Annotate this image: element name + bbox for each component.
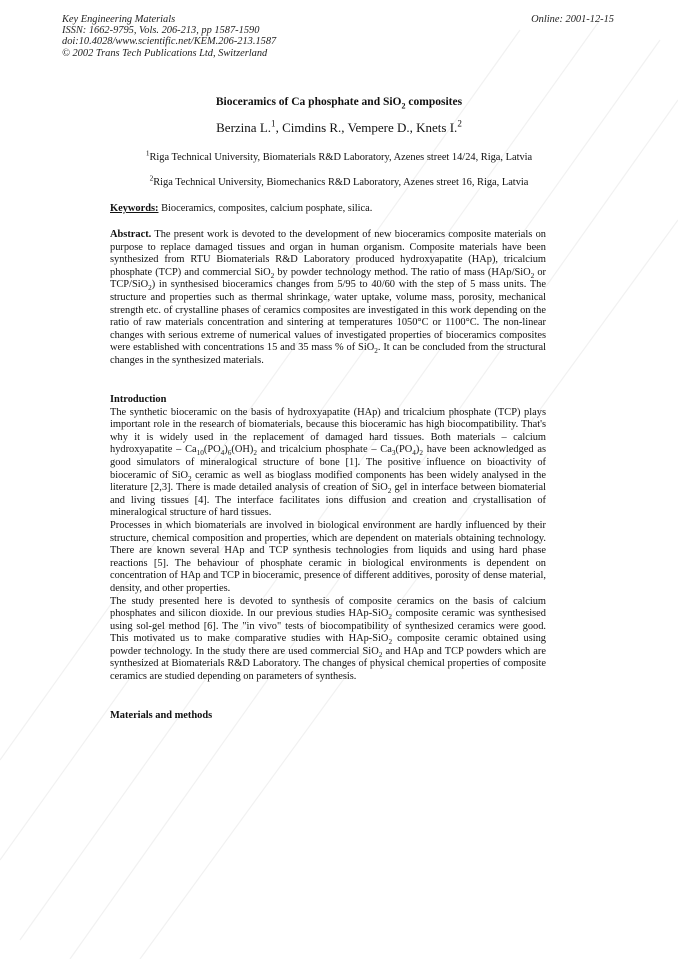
introduction-heading: Introduction <box>110 394 167 405</box>
intro-paragraph-1: The synthetic bioceramic on the basis of hydroxyapatite (HAp) and tricalcium phosphate (TCP) plays important role in the research of biomaterials, because this bioceramic has high biocompatibility. That's why it is widely used in the replacement of damaged hard tissues. Both materials – calcium hydroxyapatite – $Ca_{10}(PO_4)_6(OH)_2$ and tricalcium phosphate – $Ca_3(PO_4)_2$ have been acknowledged as good simulators of mineralogical structure of bone [1]. The positive influence on bioactivity of bioceramic of SiO$_2$ ceramic as well as bioglass modified components has been widely analysed in the literature [2,3]. There is made detailed analysis of creation of SiO$_2$ gel in interface between biomaterial and living tissues [4]. The interface facilitates ions diffusion and creation and crystallisation of mineralogical structure of hard tissues. <box>110 406 546 519</box>
introduction-section <box>110 394 546 684</box>
abstract: Abstract. The present work is devoted to the development of new bioceramics composite materials on purpose to replace damaged tissues and organ in human organism. Composite materials have been synthesized from RTU Biomaterials R&D Laboratory produced hydroxyapatite (HAp), tricalcium phosphate (TCP) and commercial SiO$_2$ by powder technology method. The ratio of mass (HAp/SiO$_2$ or TCP/SiO$_2$) in synthesised bioceramics changes from 5/95 to 40/60 with the step of 5 mass units. The structure and properties such as thermal shrinkage, water uptake, volume mass, porosity, mechanical strength etc. of crystalline phases of ceramics composites are investigated in this work depending on the ratio of raw materials concentration and sintering at temperatures 1050°C or 1100°C. The non-linear changes with serious extreme of numerical values of investigated properties of bioceramics composites were established with concentrations 15 and 35 mass % of SiO$_2$. It can be concluded from the structural changes in the synthesized materials. <box>110 229 546 366</box>
author-list: Berzina L.$^1$, Cimdins R., Vempere D., Knets I.$^2$ <box>216 118 462 135</box>
affiliation-1: $^1$Riga Technical University, Biomaterials R&D Laboratory, Azenes street 14/24, Riga, Latvia <box>145 149 533 163</box>
intro-paragraph-2: Processes in which biomaterials are involved in biological environment are hardly influenced by their structure, chemical composition and properties, which are dependent on materials obtaining technology. There are known several HAp and TCP synthesis technologies from liquids and using hard phase reactions [5]. The behaviour of phosphate ceramic in biological environments is dependent on concentration of HAp and TCP in bioceramic, presence of different additives, porosity of dense material, density, and other properties. <box>110 519 546 594</box>
journal-name: Key Engineering Materials <box>62 14 176 25</box>
issn-line: ISSN: 1662-9795, Vols. 206-213, pp 1587-1590 <box>62 25 260 37</box>
affiliation-2: $^2$Riga Technical University, Biomechanics R&D Laboratory, Azenes street 16, Riga, Latvia <box>149 174 529 188</box>
online-date: Online: 2001-12-15 <box>531 14 614 25</box>
materials-methods-heading: Materials and methods <box>110 710 213 721</box>
doi-line: doi:10.4028/www.scientific.net/KEM.206-213.1587 <box>62 36 277 48</box>
paper-title: Bioceramics of Ca phosphate and SiO$_2$ composites <box>215 96 463 111</box>
copyright-line: © 2002 Trans Tech Publications Ltd, Switzerland <box>62 47 268 59</box>
intro-paragraph-3: The study presented here is devoted to synthesis of composite ceramics on the basis of calcium phosphates and silicon dioxide. In our previous studies HAp-SiO$_2$ composite ceramic was synthesised using sol-gel method [6]. The "in vivo" tests of biocompatibility of synthesized ceramics were good. This motivated us to make comparative studies with HAp-SiO$_2$ composite ceramic obtained using powder technology. In the study there are used commercial SiO$_2$ and HAp and TCP powders which are synthesized at Biomaterials R&D Laboratory. The changes of physical chemical properties of composite ceramics are studied depending on parameters of synthesis. <box>110 595 546 683</box>
keywords: Keywords: Bioceramics, composites, calcium posphate, silica. <box>110 203 373 214</box>
journal-header <box>62 14 276 59</box>
